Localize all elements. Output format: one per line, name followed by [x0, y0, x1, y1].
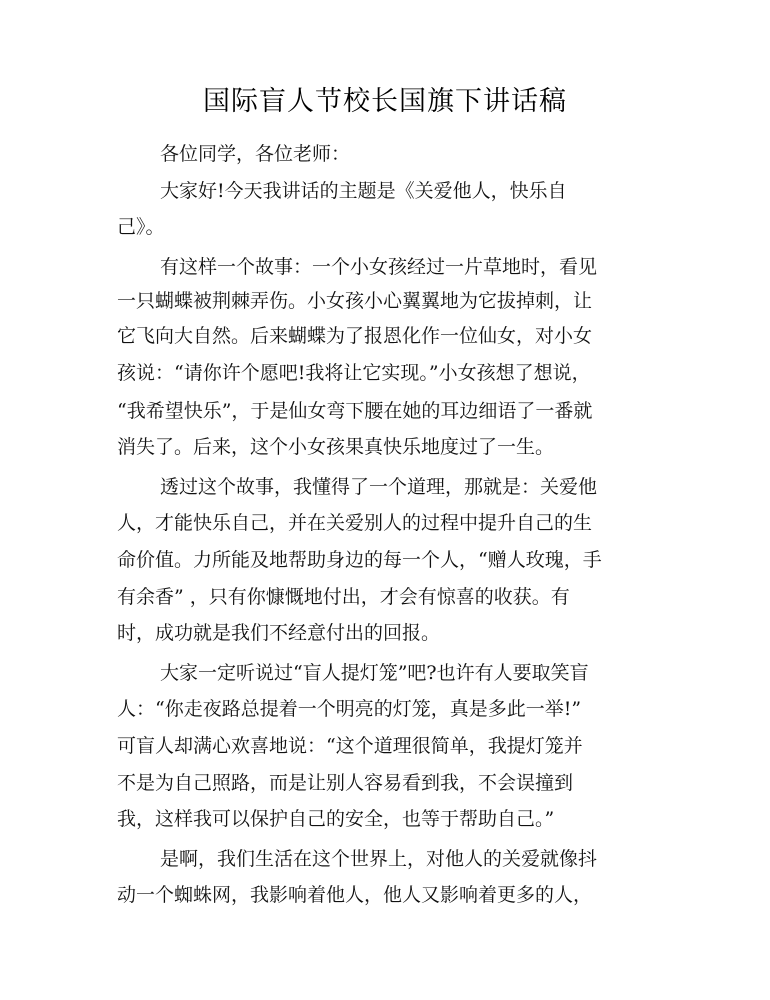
text-line: 孩说：“请你许个愿吧!我将让它实现。”小女孩想了想说， — [117, 362, 591, 384]
text-line: “我希望快乐”，于是仙女弯下腰在她的耳边细语了一番就 — [117, 400, 593, 422]
text-line: 不是为自己照路，而是让别人容易看到我，不会误撞到 — [117, 772, 574, 794]
text-line: 透过这个故事，我懂得了一个道理，那就是：关爱他 — [160, 476, 598, 498]
text-line: 它飞向大自然。后来蝴蝶为了报恩化作一位仙女，对小女 — [117, 325, 593, 347]
text-line: 人，才能快乐自己，并在关爱别人的过程中提升自己的生 — [117, 512, 593, 534]
text-line: 一只蝴蝶被荆棘弄伤。小女孩小心翼翼地为它拔掉刺，让 — [117, 290, 593, 312]
text-line: 有这样一个故事：一个小女孩经过一片草地时，看见 — [160, 256, 598, 278]
text-line: 可盲人却满心欢喜地说：“这个道理很简单，我提灯笼并 — [117, 735, 583, 757]
text-line: 时，成功就是我们不经意付出的回报。 — [117, 622, 441, 644]
text-line: 消失了。后来，这个小女孩果真快乐地度过了一生。 — [117, 436, 555, 458]
text-line: 各位同学，各位老师： — [160, 143, 351, 165]
document-title: 国际盲人节校长国旗下讲话稿 — [203, 86, 567, 117]
text-line: 命价值。力所能及地帮助身边的每一个人，“赠人玫瑰，手 — [117, 549, 602, 571]
text-line: 己》。 — [117, 216, 165, 238]
text-line: 是啊，我们生活在这个世界上，对他人的关爱就像抖 — [160, 848, 598, 870]
text-line: 有余香” ，只有你慷慨地付出，才会有惊喜的收获。有 — [117, 586, 570, 608]
text-line: 动一个蜘蛛网，我影响着他人，他人又影响着更多的人， — [117, 884, 593, 906]
text-line: 大家一定听说过“盲人提灯笼”吧?也许有人要取笑盲 — [160, 662, 589, 684]
text-line: 大家好!今天我讲话的主题是《关爱他人，快乐自 — [160, 180, 567, 202]
text-line: 人：“你走夜路总提着一个明亮的灯笼，真是多此一举!” — [117, 698, 582, 720]
text-line: 我，这样我可以保护自己的安全，也等于帮助自己。” — [117, 808, 555, 830]
